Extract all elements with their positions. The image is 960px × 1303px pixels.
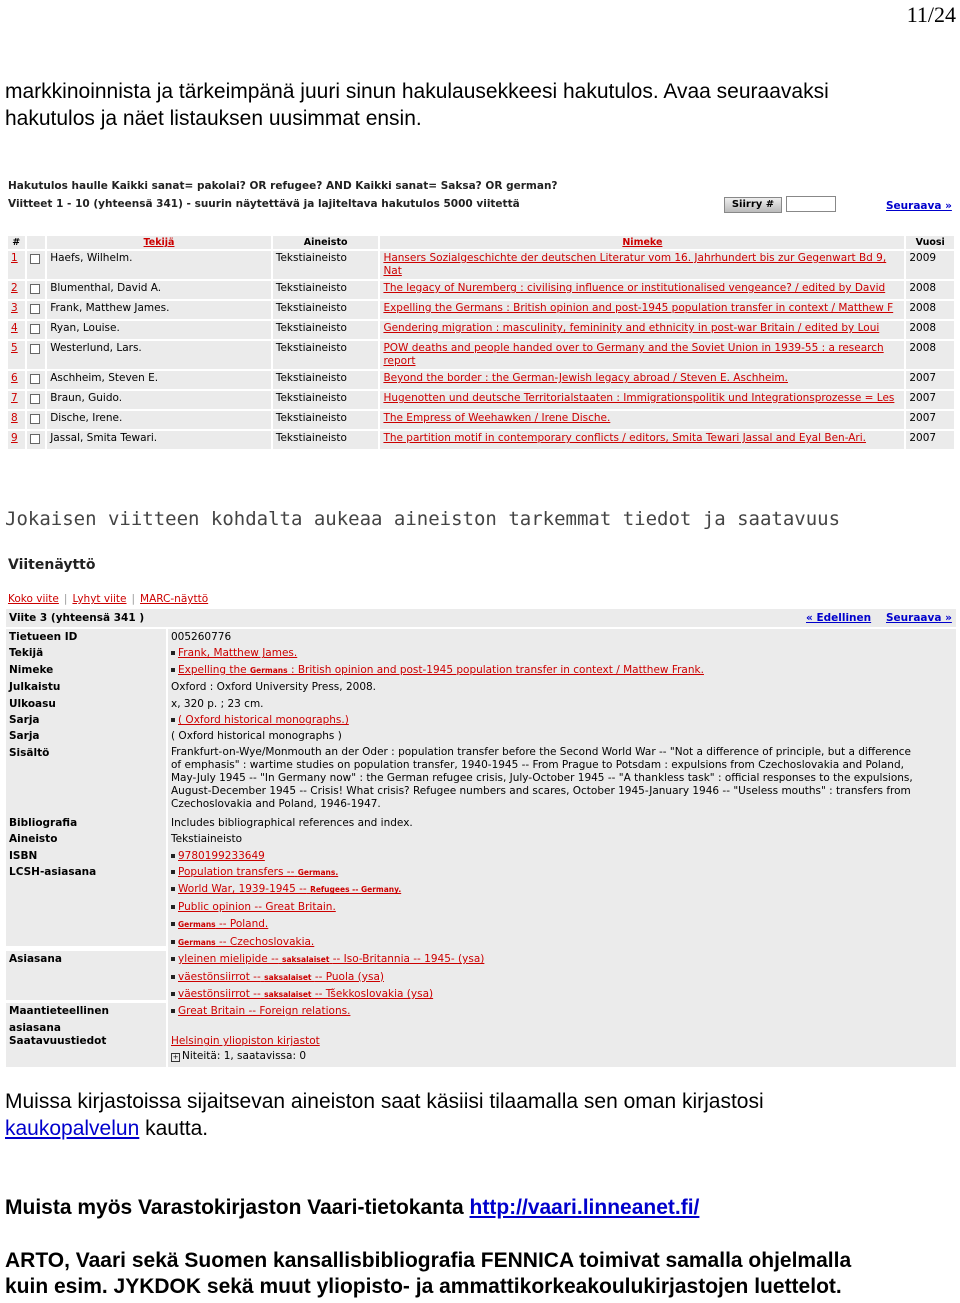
row-title-link[interactable]: The legacy of Nuremberg : civilising influence or institutionalised vengeance? / edited by David <box>380 281 904 299</box>
goto-button[interactable]: Siirry # <box>724 197 782 213</box>
row-year: 2007 <box>906 411 954 429</box>
checkbox-icon[interactable] <box>30 434 40 444</box>
view-title: Viitenäyttö <box>8 557 96 573</box>
row-material: Tekstiaineisto <box>273 321 379 339</box>
field-extent: x, 320 p. ; 23 cm. <box>171 697 264 710</box>
geo-link[interactable]: Great Britain -- Foreign relations. <box>178 1005 351 1018</box>
row-material: Tekstiaineisto <box>273 281 379 299</box>
field-label-isbn: ISBN <box>6 848 166 864</box>
table-row <box>8 411 954 429</box>
record-label: Viite 3 (yhteensä 341 ) <box>9 612 145 624</box>
col-number: # <box>8 236 25 249</box>
interlibrary-paragraph <box>5 1088 764 1142</box>
row-number[interactable]: 4 <box>8 321 25 339</box>
row-year: 2008 <box>906 281 954 299</box>
table-row <box>8 341 954 369</box>
checkbox-icon[interactable] <box>30 254 40 264</box>
mid-text: Jokaisen viitteen kohdalta aukeaa aineiston tarkemmat tiedot ja saatavuus <box>5 508 841 530</box>
row-checkbox[interactable] <box>27 431 46 449</box>
goto-input[interactable] <box>786 196 836 212</box>
row-author: Aschheim, Steven E. <box>47 371 271 389</box>
lcsh-item[interactable]: Germans -- Poland. <box>171 916 953 933</box>
col-author[interactable]: Tekijä <box>47 236 271 249</box>
row-number[interactable]: 5 <box>8 341 25 369</box>
col-year: Vuosi <box>906 236 954 249</box>
row-number[interactable]: 8 <box>8 411 25 429</box>
col-title[interactable]: Nimeke <box>380 236 904 249</box>
isbn-link[interactable]: 9780199233649 <box>178 849 265 862</box>
field-label-availability: Saatavuustiedot <box>6 1033 166 1067</box>
field-subject <box>168 951 956 1003</box>
copies-count: Niteitä: 1, saatavissa: 0 <box>182 1049 307 1062</box>
interlibrary-link[interactable]: kaukopalvelun <box>5 1117 140 1140</box>
row-year: 2009 <box>906 251 954 279</box>
field-label-published: Julkaistu <box>6 679 166 695</box>
row-author: Haefs, Wilhelm. <box>47 251 271 279</box>
row-material: Tekstiaineisto <box>273 301 379 319</box>
view-tabs: Koko viite | Lyhyt viite | MARC-näyttö <box>8 593 209 605</box>
checkbox-icon[interactable] <box>30 394 40 404</box>
contents-line: August-December 1945 -- Crisis! What crisis? Refugee numbers and scares, October 1945-January 1946 -- "Useless mouths" : transfers from <box>171 784 911 797</box>
next-page-link[interactable]: Seuraava » <box>886 200 952 212</box>
contents-line: Czechoslovakia and Poland, 1946-1947. <box>171 797 381 810</box>
row-author: Westerlund, Lars. <box>47 341 271 369</box>
arto-paragraph <box>5 1248 851 1300</box>
field-label-lcsh: LCSH-asiasana <box>6 864 166 946</box>
col-select <box>27 236 46 249</box>
intro-line-1: markkinoinnista ja tärkeimpänä juuri sinun hakulausekkeesi hakutulos. Avaa seuraavaksi <box>5 80 829 103</box>
interlibrary-tail: kautta. <box>139 1117 209 1140</box>
field-label-id: Tietueen ID <box>6 629 166 645</box>
row-title-link[interactable]: Gendering migration : masculinity, femininity and ethnicity in post-war Britain / edited by Loui <box>380 321 904 339</box>
row-title-link[interactable]: The Empress of Weehawken / Irene Dische. <box>380 411 904 429</box>
table-row <box>8 301 954 319</box>
row-author: Dische, Irene. <box>47 411 271 429</box>
field-series-2: ( Oxford historical monographs ) <box>171 730 342 743</box>
lcsh-item[interactable]: Germans -- Czechoslovakia. <box>171 934 953 951</box>
row-material: Tekstiaineisto <box>273 371 379 389</box>
tab-short-record[interactable]: Lyhyt viite <box>72 593 127 605</box>
lcsh-item[interactable]: Population transfers -- Germans. <box>171 864 953 881</box>
row-year: 2008 <box>906 341 954 369</box>
record-fields <box>6 629 956 1067</box>
tab-marc[interactable]: MARC-näyttö <box>140 593 209 605</box>
field-contents <box>168 745 956 815</box>
row-checkbox[interactable] <box>27 411 46 429</box>
row-title-link[interactable]: Expelling the Germans : British opinion and post-1945 population transfer in context / Matthew F <box>380 301 904 319</box>
row-checkbox[interactable] <box>27 251 46 279</box>
row-year: 2007 <box>906 371 954 389</box>
row-checkbox[interactable] <box>27 371 46 389</box>
subject-item[interactable]: väestönsiirrot -- saksalaiset -- Puola (ysa) <box>171 969 953 986</box>
field-id: 005260776 <box>171 631 232 643</box>
row-material: Tekstiaineisto <box>273 391 379 409</box>
row-number[interactable]: 9 <box>8 431 25 449</box>
author-link[interactable]: Frank, Matthew James. <box>178 647 298 660</box>
tab-full-record[interactable]: Koko viite <box>8 593 59 605</box>
next-record-link[interactable]: Seuraava » <box>886 612 952 624</box>
row-title-link[interactable]: Beyond the border : the German-Jewish legacy abroad / Steven E. Aschheim. <box>380 371 904 389</box>
contents-line: Frankfurt-on-Wye/Monmouth an der Oder : population transfer before the Second World War -- "Not a difference of principle, but a difference <box>171 745 911 758</box>
contents-line: of emphasis" : wartime studies on population transfer, 1940-1945 -- From Prague to Potsdam : expulsions from Czechoslovakia and Poland, <box>171 758 904 771</box>
query-heading: Hakutulos haulle Kaikki sanat= pakolai? OR refugee? AND Kaikki sanat= Saksa? OR german? <box>8 180 558 192</box>
results-table <box>6 234 956 451</box>
count-heading: Viitteet 1 - 10 (yhteensä 341) - suurin näytettävä ja lajiteltava hakutulos 5000 viitettä <box>8 198 520 210</box>
row-year: 2008 <box>906 301 954 319</box>
lcsh-item[interactable]: Public opinion -- Great Britain. <box>171 899 953 916</box>
results-screenshot <box>6 178 956 454</box>
row-year: 2007 <box>906 431 954 449</box>
library-link[interactable]: Helsingin yliopiston kirjastot <box>171 1035 320 1048</box>
field-label-title: Nimeke <box>6 662 166 679</box>
row-material: Tekstiaineisto <box>273 411 379 429</box>
field-bibliography: Includes bibliographical references and index. <box>171 816 413 829</box>
field-material: Tekstiaineisto <box>171 833 243 846</box>
field-label-material: Aineisto <box>6 831 166 847</box>
row-author: Frank, Matthew James. <box>47 301 271 319</box>
field-label-author: Tekijä <box>6 645 166 661</box>
row-number[interactable]: 1 <box>8 251 25 279</box>
field-label-subject: Asiasana <box>6 951 166 1000</box>
checkbox-icon[interactable] <box>30 324 40 334</box>
subject-item[interactable]: yleinen mielipide -- saksalaiset -- Iso-Britannia -- 1945- (ysa) <box>171 951 953 968</box>
table-row <box>8 431 954 449</box>
title-link[interactable]: Expelling the Germans : British opinion and post-1945 population transfer in context / Matthew Frank. <box>178 663 704 676</box>
interlibrary-line-1: Muissa kirjastoissa sijaitsevan aineiston saat käsiisi tilaamalla sen oman kirjastosi <box>5 1090 764 1113</box>
field-label-contents: Sisältö <box>6 745 166 815</box>
table-row <box>8 391 954 409</box>
table-row <box>8 371 954 389</box>
previous-record-link[interactable]: « Edellinen <box>806 612 872 624</box>
record-screenshot <box>6 555 956 1060</box>
col-material: Aineisto <box>273 236 379 249</box>
intro-paragraph <box>5 78 829 132</box>
row-checkbox[interactable] <box>27 281 46 299</box>
row-author: Ryan, Louise. <box>47 321 271 339</box>
table-row <box>8 281 954 299</box>
row-title-link[interactable]: Hansers Sozialgeschichte der deutschen Literatur vom 16. Jahrhundert bis zur Gegenwart Bd 9, Nat <box>380 251 904 279</box>
row-checkbox[interactable] <box>27 391 46 409</box>
checkbox-icon[interactable] <box>30 344 40 354</box>
series-link[interactable]: ( Oxford historical monographs.) <box>178 714 349 727</box>
arto-line-2: kuin esim. JYKDOK sekä muut yliopisto- ja ammattikorkeakoulukirjastojen luettelot. <box>5 1275 842 1298</box>
row-checkbox[interactable] <box>27 341 46 369</box>
field-label-series: Sarja <box>6 712 166 728</box>
row-author: Braun, Guido. <box>47 391 271 409</box>
vaari-link[interactable]: http://vaari.linneanet.fi/ <box>469 1196 700 1219</box>
lcsh-item[interactable]: World War, 1939-1945 -- Refugees -- Germany. <box>171 881 953 898</box>
checkbox-icon[interactable] <box>30 374 40 384</box>
contents-line: May-July 1945 -- "In Germany now" : the German refugee crisis, July-October 1945 -- "A thankless task" : official responses to the expulsions, <box>171 771 913 784</box>
subject-item[interactable]: väestönsiirrot -- saksalaiset -- Tšekkoslovakia (ysa) <box>171 986 953 1003</box>
row-number[interactable]: 3 <box>8 301 25 319</box>
field-label-series-2: Sarja <box>6 728 166 744</box>
expand-icon[interactable]: + <box>172 1052 179 1061</box>
field-label-geo: Maantieteellinen asiasana <box>6 1003 166 1033</box>
row-number[interactable]: 6 <box>8 371 25 389</box>
checkbox-icon[interactable] <box>30 284 40 294</box>
checkbox-icon[interactable] <box>30 304 40 314</box>
row-material: Tekstiaineisto <box>273 431 379 449</box>
field-label-bibliography: Bibliografia <box>6 815 166 831</box>
row-year: 2007 <box>906 391 954 409</box>
row-number[interactable]: 7 <box>8 391 25 409</box>
vaari-paragraph <box>5 1194 699 1221</box>
vaari-text: Muista myös Varastokirjaston Vaari-tietokanta <box>5 1196 470 1219</box>
intro-line-2: hakutulos ja näet listauksen uusimmat ensin. <box>5 107 422 130</box>
row-title-link[interactable]: The partition motif in contemporary conflicts / editors, Smita Tewari Jassal and Eyal Ben-Ari. <box>380 431 904 449</box>
row-year: 2008 <box>906 321 954 339</box>
row-material: Tekstiaineisto <box>273 251 379 279</box>
field-label-extent: Ulkoasu <box>6 696 166 712</box>
row-title-link[interactable]: Hugenotten und deutsche Territorialstaaten : Immigrationspolitik und Integrationsprozesse = Les <box>380 391 904 409</box>
record-navbar <box>6 609 956 627</box>
field-lcsh <box>168 864 956 951</box>
row-author: Jassal, Smita Tewari. <box>47 431 271 449</box>
row-title-link[interactable]: POW deaths and people handed over to Germany and the Soviet Union in 1939-55 : a research report <box>380 341 904 369</box>
row-author: Blumenthal, David A. <box>47 281 271 299</box>
row-number[interactable]: 2 <box>8 281 25 299</box>
arto-line-1: ARTO, Vaari sekä Suomen kansallisbibliografia FENNICA toimivat samalla ohjelmalla <box>5 1249 852 1272</box>
row-material: Tekstiaineisto <box>273 341 379 369</box>
checkbox-icon[interactable] <box>30 414 40 424</box>
row-checkbox[interactable] <box>27 321 46 339</box>
row-checkbox[interactable] <box>27 301 46 319</box>
table-row <box>8 251 954 279</box>
field-published: Oxford : Oxford University Press, 2008. <box>171 681 377 694</box>
table-row <box>8 321 954 339</box>
page-number: 11/24 <box>906 2 956 27</box>
